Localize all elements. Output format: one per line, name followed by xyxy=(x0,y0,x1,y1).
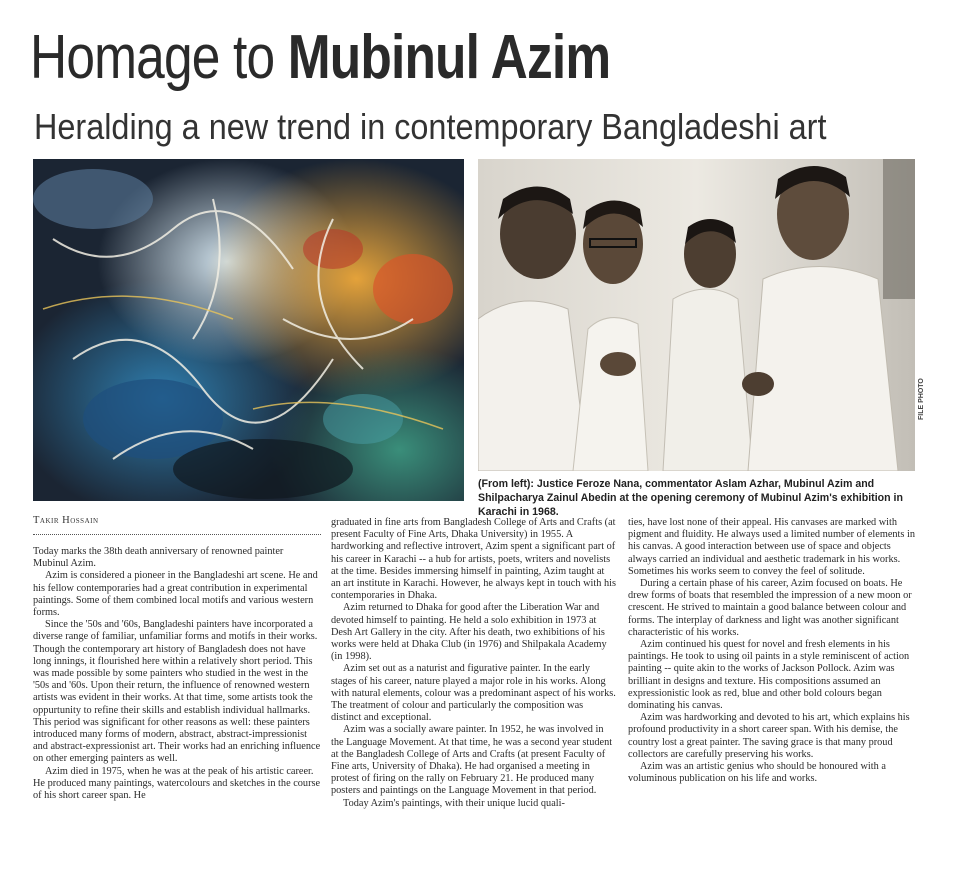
historical-photo-image xyxy=(478,159,915,471)
paragraph: Today marks the 38th death anniversary of renowned painter Mubinul Azim. xyxy=(33,546,284,570)
paragraph: During a certain phase of his career, Azim focused on boats. He drew forms of boats that resembled the impression of a new moon or crescent. He strived to maintain a good balance between colour and forms. The interplay of darkness and light was another significant characteristic of his works. xyxy=(628,578,912,638)
paragraph: Azim is considered a pioneer in the Bangladeshi art scene. He and his fellow contemporaries had a great contribution in experimental paintings. Some of them combined local motifs and various western forms. xyxy=(33,570,318,619)
headline-bold: Mubinul Azim xyxy=(287,23,611,92)
photo-graphic xyxy=(478,159,915,471)
paragraph: Azim was hardworking and devoted to his art, which explains his profound productivity in a short career span. With his demise, the country lost a great painter. The saving grace is that many proud collectors are carefully preserving his works. xyxy=(628,712,910,760)
byline: Takir Hossain xyxy=(33,515,99,526)
paragraph: ties, have lost none of their appeal. His canvases are marked with pigment and fluidity. He always used a limited number of elements in his canvas. A good interaction between use of space and objects always carried an individual and aesthetic trademark in his works. Sometimes his works seem to convey the feel of solitude. xyxy=(628,517,916,577)
paragraph: Azim was a socially aware painter. In 1952, he was involved in the Language Movement. At that time, he was a second year student at the Bangladesh College of Arts and Crafts (at present Faculty of Fine arts, University of Dhaka). He had organised a meeting in protest of firing on the rally on February 21. He produced many posters and paintings on the Language Movement in that period. xyxy=(331,724,613,797)
paragraph: Since the '50s and '60s, Bangladeshi painters have incorporated a diverse range of familiar, unfamiliar forms and motifs in their works. Though the contemporary art history of Bangladesh does not have long innings, it flourished here within a relatively short period. This was made possible by some painters who studied in the west in the '50s and '60s. Upon their return, the influence of renowned western artists was evident in their works. At that time, some artists took the oppurtunity to refine their skills and establish individual hallmarks. This period was significant for other reasons as well: these painters introduced many forms of modern, abstract, abstract-impressionist and abstract-expressionist art. Their works had an enriching influence on other emerging painters as well. xyxy=(33,619,321,765)
headline xyxy=(30,18,610,98)
paragraph: Today Azim's paintings, with their unique lucid quali- xyxy=(343,797,565,809)
paragraph: graduated in fine arts from Bangladesh College of Arts and Crafts (at present Faculty of Fine Arts, Dhaka University) in 1955. A hardworking and reflective introvert, Azim spent a significant part of his career in Karachi -- a hub for artists, poets, writers and novelists at the time. Besides immersing himself in painting, Azim taught at an art institute in Karachi. However, he always kept in touch with his contemporaries in Dhaka. xyxy=(331,517,616,602)
article-column-3 xyxy=(628,517,917,785)
byline-divider xyxy=(33,534,321,535)
article-column-1 xyxy=(33,546,321,802)
paragraph: Azim set out as a naturist and figurative painter. In the early stages of his career, nature played a major role in his works. Along with natural elements, colour was a predominant aspect of his works. The treatment of colour and particularly the composition was distinct and exceptional. xyxy=(331,663,616,724)
paragraph: Azim returned to Dhaka for good after the Liberation War and devoted himself to painting. He held a solo exhibition in 1973 at Desh Art Gallery in the city. After his death, two exhibitions of his works were held at Dhaka Club (in 1976) and Shilpakala Academy (in 1998). xyxy=(331,602,607,663)
painting-graphic xyxy=(33,159,464,501)
paragraph: Azim continued his quest for novel and fresh elements in his paintings. He took to using oil paints in a style reminiscent of action painting -- quite akin to the works of Jackson Pollock. Azim was brilliant in designs and texture. His compositions assumed an expressionistic look as red, blue and other bold colours began dominating his canvas. xyxy=(628,639,910,712)
paragraph: Azim was an artistic genius who should be honoured with a voluminous publication on his life and works. xyxy=(628,761,886,785)
headline-light: Homage to xyxy=(30,23,275,92)
subheadline: Heralding a new trend in contemporary Bangladeshi art xyxy=(34,106,827,147)
abstract-painting-image xyxy=(33,159,464,501)
article-column-2 xyxy=(331,517,616,810)
photo-credit: FILE PHOTO xyxy=(918,378,925,420)
paragraph: Azim died in 1975, when he was at the peak of his artistic career. He produced many paintings, watercolours and sketches in the course of his short career span. He xyxy=(33,765,321,802)
photo-caption: (From left): Justice Feroze Nana, commentator Aslam Azhar, Mubinul Azim and Shilpacharya Zainul Abedin at the opening ceremony of Mubinul Azim's exhibition in Karachi in 1968. xyxy=(478,478,903,518)
